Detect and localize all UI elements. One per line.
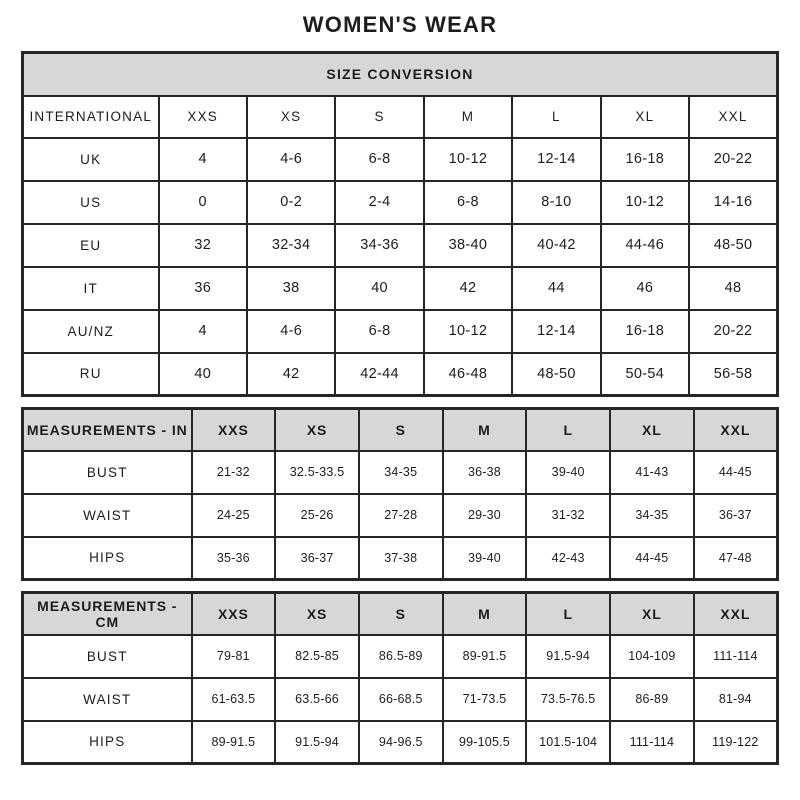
header-row — [23, 409, 778, 451]
size-header-cell: XXS — [159, 96, 247, 138]
header-row — [23, 593, 778, 635]
table-row — [23, 494, 778, 537]
value-cell: 56-58 — [689, 353, 777, 396]
value-cell: 24-25 — [192, 494, 276, 537]
size-header-cell: L — [512, 96, 600, 138]
value-cell: 35-36 — [192, 537, 276, 580]
value-cell: 71-73.5 — [443, 678, 527, 721]
row-label-cell: HIPS — [23, 721, 192, 764]
value-cell: 42-44 — [335, 353, 423, 396]
row-label-cell: HIPS — [23, 537, 192, 580]
value-cell: 42 — [424, 267, 512, 310]
value-cell: 94-96.5 — [359, 721, 443, 764]
value-cell: 81-94 — [694, 678, 778, 721]
value-cell: 46-48 — [424, 353, 512, 396]
table-row — [23, 138, 778, 181]
row-label-cell: AU/NZ — [23, 310, 159, 353]
value-cell: 44-45 — [694, 451, 778, 494]
value-cell: 0 — [159, 181, 247, 224]
value-cell: 39-40 — [443, 537, 527, 580]
size-conversion-table — [21, 51, 779, 397]
size-header-cell: XS — [275, 593, 359, 635]
size-header-cell: M — [443, 593, 527, 635]
table-row — [23, 353, 778, 396]
value-cell: 21-32 — [192, 451, 276, 494]
size-header-cell: XS — [247, 96, 335, 138]
value-cell: 10-12 — [424, 310, 512, 353]
row-label-cell: IT — [23, 267, 159, 310]
value-cell: 101.5-104 — [526, 721, 610, 764]
value-cell: 104-109 — [610, 635, 694, 678]
value-cell: 42-43 — [526, 537, 610, 580]
value-cell: 44-46 — [601, 224, 689, 267]
value-cell: 99-105.5 — [443, 721, 527, 764]
row-label-cell: BUST — [23, 451, 192, 494]
value-cell: 73.5-76.5 — [526, 678, 610, 721]
value-cell: 46 — [601, 267, 689, 310]
corner-header-cell: MEASUREMENTS - IN — [23, 409, 192, 451]
value-cell: 39-40 — [526, 451, 610, 494]
row-label-cell: RU — [23, 353, 159, 396]
size-header-cell: S — [359, 409, 443, 451]
value-cell: 20-22 — [689, 138, 777, 181]
row-label-cell: WAIST — [23, 494, 192, 537]
value-cell: 48-50 — [512, 353, 600, 396]
table-row — [23, 678, 778, 721]
value-cell: 27-28 — [359, 494, 443, 537]
value-cell: 12-14 — [512, 310, 600, 353]
value-cell: 40 — [159, 353, 247, 396]
size-header-cell: XS — [275, 409, 359, 451]
table-row — [23, 537, 778, 580]
table-row — [23, 310, 778, 353]
header-row — [23, 96, 778, 138]
table-row — [23, 267, 778, 310]
value-cell: 89-91.5 — [443, 635, 527, 678]
value-cell: 6-8 — [335, 138, 423, 181]
table-row — [23, 181, 778, 224]
value-cell: 4-6 — [247, 310, 335, 353]
value-cell: 48 — [689, 267, 777, 310]
value-cell: 10-12 — [424, 138, 512, 181]
size-header-cell: L — [526, 409, 610, 451]
measurements-cm-table — [21, 591, 779, 765]
value-cell: 119-122 — [694, 721, 778, 764]
value-cell: 0-2 — [247, 181, 335, 224]
value-cell: 66-68.5 — [359, 678, 443, 721]
value-cell: 20-22 — [689, 310, 777, 353]
value-cell: 32-34 — [247, 224, 335, 267]
value-cell: 79-81 — [192, 635, 276, 678]
corner-header-cell: INTERNATIONAL — [23, 96, 159, 138]
value-cell: 89-91.5 — [192, 721, 276, 764]
value-cell: 29-30 — [443, 494, 527, 537]
size-header-cell: XL — [610, 409, 694, 451]
value-cell: 36-37 — [694, 494, 778, 537]
value-cell: 86.5-89 — [359, 635, 443, 678]
value-cell: 34-36 — [335, 224, 423, 267]
value-cell: 6-8 — [335, 310, 423, 353]
value-cell: 12-14 — [512, 138, 600, 181]
value-cell: 4 — [159, 138, 247, 181]
value-cell: 38-40 — [424, 224, 512, 267]
value-cell: 91.5-94 — [526, 635, 610, 678]
value-cell: 47-48 — [694, 537, 778, 580]
value-cell: 36 — [159, 267, 247, 310]
size-header-cell: XL — [610, 593, 694, 635]
table-banner: SIZE CONVERSION — [23, 53, 778, 96]
row-label-cell: US — [23, 181, 159, 224]
value-cell: 6-8 — [424, 181, 512, 224]
value-cell: 91.5-94 — [275, 721, 359, 764]
value-cell: 86-89 — [610, 678, 694, 721]
value-cell: 32 — [159, 224, 247, 267]
value-cell: 36-38 — [443, 451, 527, 494]
banner-row — [23, 53, 778, 96]
size-header-cell: S — [359, 593, 443, 635]
value-cell: 111-114 — [694, 635, 778, 678]
size-header-cell: XXL — [694, 409, 778, 451]
row-label-cell: BUST — [23, 635, 192, 678]
value-cell: 111-114 — [610, 721, 694, 764]
table-row — [23, 224, 778, 267]
row-label-cell: UK — [23, 138, 159, 181]
size-header-cell: S — [335, 96, 423, 138]
value-cell: 32.5-33.5 — [275, 451, 359, 494]
value-cell: 40 — [335, 267, 423, 310]
value-cell: 82.5-85 — [275, 635, 359, 678]
corner-header-cell: MEASUREMENTS - CM — [23, 593, 192, 635]
measurements-in-table — [21, 407, 779, 581]
size-header-cell: XL — [601, 96, 689, 138]
table-row — [23, 451, 778, 494]
value-cell: 44-45 — [610, 537, 694, 580]
size-header-cell: XXL — [689, 96, 777, 138]
value-cell: 2-4 — [335, 181, 423, 224]
value-cell: 63.5-66 — [275, 678, 359, 721]
value-cell: 10-12 — [601, 181, 689, 224]
value-cell: 14-16 — [689, 181, 777, 224]
value-cell: 31-32 — [526, 494, 610, 537]
size-header-cell: L — [526, 593, 610, 635]
value-cell: 38 — [247, 267, 335, 310]
value-cell: 48-50 — [689, 224, 777, 267]
value-cell: 34-35 — [359, 451, 443, 494]
size-header-cell: XXL — [694, 593, 778, 635]
value-cell: 61-63.5 — [192, 678, 276, 721]
value-cell: 4-6 — [247, 138, 335, 181]
row-label-cell: WAIST — [23, 678, 192, 721]
size-header-cell: XXS — [192, 409, 276, 451]
value-cell: 34-35 — [610, 494, 694, 537]
value-cell: 50-54 — [601, 353, 689, 396]
value-cell: 40-42 — [512, 224, 600, 267]
value-cell: 37-38 — [359, 537, 443, 580]
table-row — [23, 635, 778, 678]
row-label-cell: EU — [23, 224, 159, 267]
value-cell: 42 — [247, 353, 335, 396]
value-cell: 8-10 — [512, 181, 600, 224]
page-title: WOMEN'S WEAR — [302, 12, 498, 37]
size-header-cell: M — [424, 96, 512, 138]
value-cell: 41-43 — [610, 451, 694, 494]
size-header-cell: M — [443, 409, 527, 451]
value-cell: 44 — [512, 267, 600, 310]
value-cell: 16-18 — [601, 138, 689, 181]
size-header-cell: XXS — [192, 593, 276, 635]
value-cell: 4 — [159, 310, 247, 353]
value-cell: 25-26 — [275, 494, 359, 537]
table-row — [23, 721, 778, 764]
value-cell: 16-18 — [601, 310, 689, 353]
value-cell: 36-37 — [275, 537, 359, 580]
